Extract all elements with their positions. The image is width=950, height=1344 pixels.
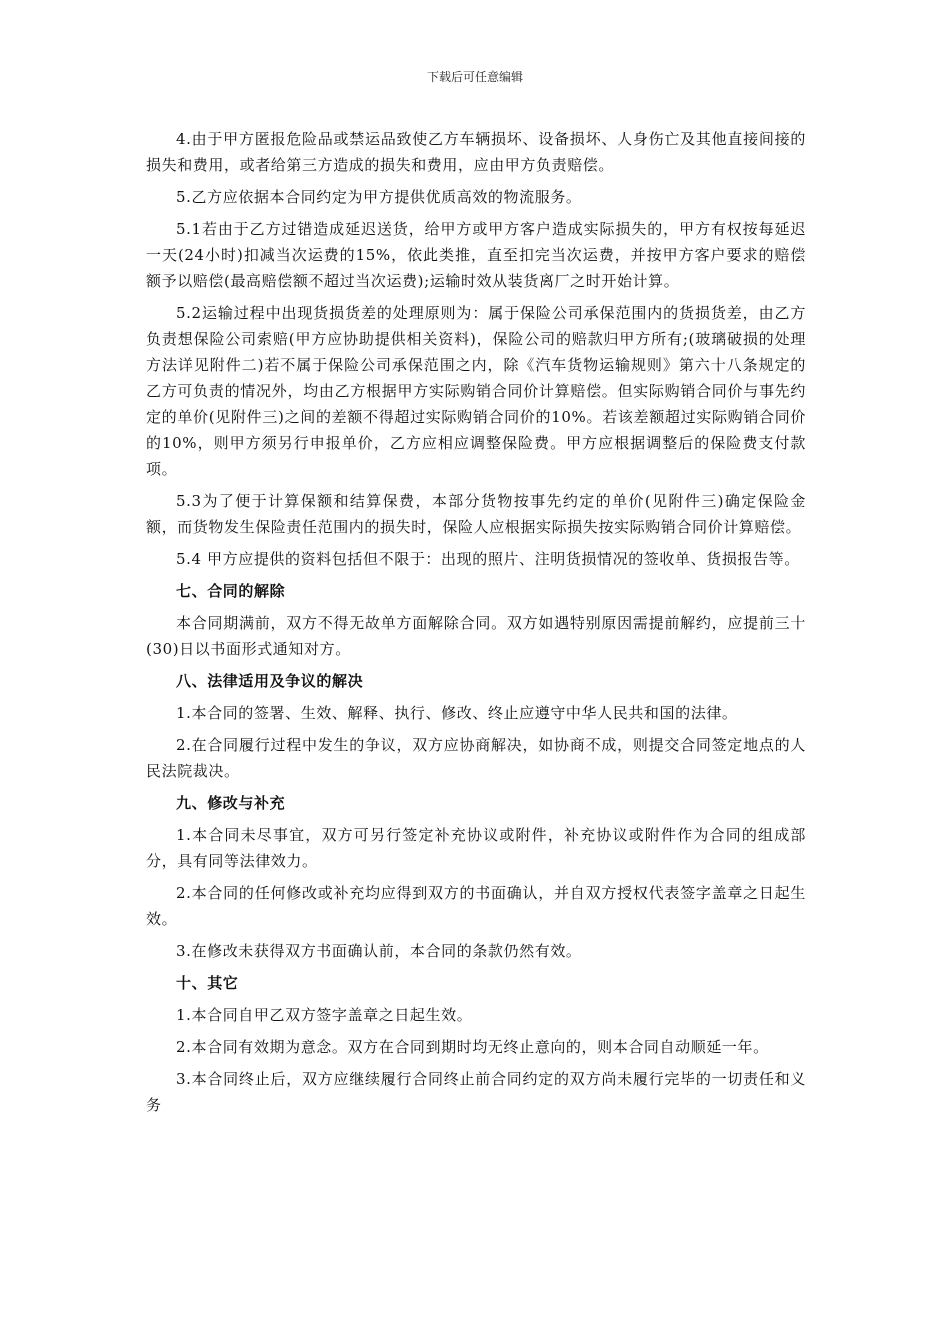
section-8-clause-2: 2.在合同履行过程中发生的争议，双方应协商解决，如协商不成，则提交合同签定地点的人民法院裁决。 [146,736,806,780]
section-9-clause-2: 2.本合同的任何修改或补充均应得到双方的书面确认，并自双方授权代表签字盖章之日起生效。 [146,884,806,928]
clause-4: 4.由于甲方匿报危险品或禁运品致使乙方车辆损坏、设备损坏、人身伤亡及其他直接间接的损失和费用，或者给第三方造成的损失和费用，应由甲方负责赔偿。 [146,130,806,174]
section-10-clause-3: 3.本合同终止后，双方应继续履行合同终止前合同约定的双方尚未履行完毕的一切责任和义务 [146,1070,806,1114]
clause-5-4: 5.4 甲方应提供的资料包括但不限于：出现的照片、注明货损情况的签收单、货损报告等。 [176,550,800,568]
section-heading-8: 八、法律适用及争议的解决 [176,672,364,690]
document-body [146,126,806,1124]
section-heading-10: 十、其它 [176,974,239,992]
clause-5-1: 5.1若由于乙方过错造成延迟送货，给甲方或甲方客户造成实际损失的，甲方有权按每延迟一天(24小时)扣减当次运费的15%，依此类推，直至扣完当次运费，并按甲方客户要求的赔偿额予以赔偿(最高赔偿额不超过当次运费);运输时效从装货离厂之时开始计算。 [146,220,806,290]
section-9-clause-3: 3.在修改未获得双方书面确认前，本合同的条款仍然有效。 [176,942,582,960]
page-header: 下载后可任意编辑 [426,70,523,84]
clause-5-3: 5.3为了便于计算保额和结算保费，本部分货物按事先约定的单价(见附件三)确定保险金额，而货物发生保险责任范围内的损失时，保险人应根据实际损失按实际购销合同价计算赔偿。 [146,492,806,536]
clause-5: 5.乙方应依据本合同约定为甲方提供优质高效的物流服务。 [176,188,582,206]
clause-5-2: 5.2运输过程中出现货损货差的处理原则为：属于保险公司承保范围内的货损货差，由乙方负责想保险公司索赔(甲方应协助提供相关资料)，保险公司的赔款归甲方所有;(玻璃破损的处理方法详见附件二)若不属于保险公司承保范围之内，除《汽车货物运输规则》第六十八条规定的乙方可负责的情况外，均由乙方根据甲方实际购销合同价计算赔偿。但实际购销合同价与事先约定的单价(见附件三)之间的差额不得超过实际购销合同价的10%。若该差额超过实际购销合同价的10%，则甲方须另行申报单价，乙方应相应调整保险费。甲方应根据调整后的保险费支付款项。 [146,304,806,478]
section-10-clause-1: 1.本合同自甲乙双方签字盖章之日起生效。 [176,1006,473,1024]
section-heading-7: 七、合同的解除 [176,582,286,600]
section-10-clause-2: 2.本合同有效期为意念。双方在合同到期时均无终止意向的，则本合同自动顺延一年。 [176,1038,769,1056]
section-7-text: 本合同期满前，双方不得无故单方面解除合同。双方如遇特别原因需提前解约，应提前三十(30)日以书面形式通知对方。 [146,614,806,658]
section-heading-9: 九、修改与补充 [176,794,286,812]
section-8-clause-1: 1.本合同的签署、生效、解释、执行、修改、终止应遵守中华人民共和国的法律。 [176,704,738,722]
section-9-clause-1: 1.本合同未尽事宜，双方可另行签定补充协议或附件，补充协议或附件作为合同的组成部分，具有同等法律效力。 [146,826,806,870]
